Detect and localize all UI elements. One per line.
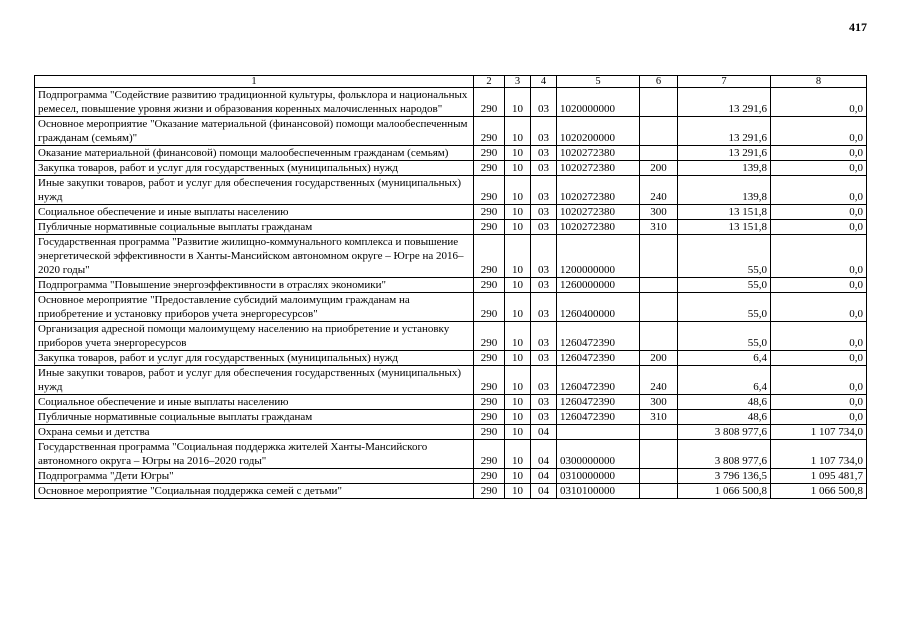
table-row [35, 146, 867, 161]
cell-chief-admin: 290 [474, 322, 505, 351]
cell-expense-type [640, 117, 678, 146]
cell-target-article: 1260472390 [557, 322, 640, 351]
table-row [35, 117, 867, 146]
table-row [35, 88, 867, 117]
cell-section: 10 [505, 176, 531, 205]
cell-target-article: 1020000000 [557, 88, 640, 117]
cell-subsection: 03 [531, 410, 557, 425]
cell-chief-admin: 290 [474, 425, 505, 440]
cell-amount-2019: 0,0 [771, 176, 867, 205]
budget-table [34, 75, 867, 499]
cell-name: Государственная программа "Социальная поддержка жителей Ханты-Мансийского автономного округа – Югры на 2016–2020 годы" [35, 440, 474, 469]
cell-subsection: 03 [531, 235, 557, 278]
cell-expense-type: 300 [640, 205, 678, 220]
cell-chief-admin: 290 [474, 293, 505, 322]
cell-name: Иные закупки товаров, работ и услуг для обеспечения государственных (муниципальных) нужд [35, 176, 474, 205]
cell-section: 10 [505, 278, 531, 293]
cell-name: Охрана семьи и детства [35, 425, 474, 440]
cell-chief-admin: 290 [474, 395, 505, 410]
cell-amount-2018: 6,4 [678, 366, 771, 395]
table-row [35, 366, 867, 395]
table-row [35, 469, 867, 484]
cell-amount-2018: 55,0 [678, 278, 771, 293]
cell-expense-type: 310 [640, 220, 678, 235]
cell-amount-2018: 48,6 [678, 410, 771, 425]
cell-section: 10 [505, 161, 531, 176]
cell-amount-2019: 0,0 [771, 366, 867, 395]
cell-section: 10 [505, 484, 531, 499]
cell-name: Оказание материальной (финансовой) помощи малообеспеченным гражданам (семьям) [35, 146, 474, 161]
cell-chief-admin: 290 [474, 484, 505, 499]
cell-name: Закупка товаров, работ и услуг для государственных (муниципальных) нужд [35, 351, 474, 366]
cell-amount-2019: 0,0 [771, 146, 867, 161]
cell-chief-admin: 290 [474, 278, 505, 293]
cell-target-article: 0310000000 [557, 469, 640, 484]
table-header-row [35, 76, 867, 88]
cell-chief-admin: 290 [474, 410, 505, 425]
cell-expense-type [640, 293, 678, 322]
cell-chief-admin: 290 [474, 161, 505, 176]
cell-subsection: 03 [531, 278, 557, 293]
table-row [35, 205, 867, 220]
cell-chief-admin: 290 [474, 351, 505, 366]
cell-amount-2019: 0,0 [771, 220, 867, 235]
cell-subsection: 04 [531, 469, 557, 484]
cell-name: Подпрограмма "Дети Югры" [35, 469, 474, 484]
column-header: 3 [505, 76, 531, 88]
cell-amount-2018: 6,4 [678, 351, 771, 366]
cell-target-article: 1260472390 [557, 395, 640, 410]
cell-amount-2018: 1 066 500,8 [678, 484, 771, 499]
cell-name: Социальное обеспечение и иные выплаты населению [35, 395, 474, 410]
cell-expense-type [640, 425, 678, 440]
cell-subsection: 03 [531, 293, 557, 322]
cell-amount-2018: 139,8 [678, 176, 771, 205]
cell-name: Основное мероприятие "Предоставление субсидий малоимущим гражданам на приобретение и установку приборов учета энергоресурсов" [35, 293, 474, 322]
cell-name: Основное мероприятие "Социальная поддержка семей с детьми" [35, 484, 474, 499]
cell-target-article: 1020200000 [557, 117, 640, 146]
cell-chief-admin: 290 [474, 440, 505, 469]
cell-chief-admin: 290 [474, 469, 505, 484]
cell-target-article: 0310100000 [557, 484, 640, 499]
cell-subsection: 03 [531, 351, 557, 366]
cell-subsection: 03 [531, 88, 557, 117]
cell-section: 10 [505, 366, 531, 395]
table-row [35, 395, 867, 410]
cell-subsection: 03 [531, 322, 557, 351]
cell-section: 10 [505, 410, 531, 425]
cell-target-article: 1020272380 [557, 161, 640, 176]
cell-amount-2019: 0,0 [771, 278, 867, 293]
cell-section: 10 [505, 425, 531, 440]
column-header: 6 [640, 76, 678, 88]
cell-target-article: 1020272380 [557, 220, 640, 235]
cell-amount-2019: 0,0 [771, 410, 867, 425]
cell-chief-admin: 290 [474, 146, 505, 161]
cell-target-article: 1260472390 [557, 351, 640, 366]
cell-target-article: 0300000000 [557, 440, 640, 469]
cell-section: 10 [505, 395, 531, 410]
cell-name: Иные закупки товаров, работ и услуг для обеспечения государственных (муниципальных) нужд [35, 366, 474, 395]
cell-section: 10 [505, 351, 531, 366]
cell-expense-type [640, 88, 678, 117]
cell-target-article [557, 425, 640, 440]
cell-subsection: 03 [531, 161, 557, 176]
cell-amount-2019: 0,0 [771, 235, 867, 278]
cell-amount-2019: 0,0 [771, 117, 867, 146]
cell-section: 10 [505, 146, 531, 161]
cell-expense-type [640, 484, 678, 499]
cell-expense-type: 240 [640, 176, 678, 205]
cell-section: 10 [505, 220, 531, 235]
page-number: 417 [849, 20, 867, 34]
cell-amount-2018: 13 291,6 [678, 146, 771, 161]
table-row [35, 322, 867, 351]
cell-chief-admin: 290 [474, 176, 505, 205]
cell-amount-2018: 48,6 [678, 395, 771, 410]
cell-name: Основное мероприятие "Оказание материальной (финансовой) помощи малообеспеченным гражданам (семьям)" [35, 117, 474, 146]
cell-subsection: 04 [531, 484, 557, 499]
cell-amount-2018: 13 291,6 [678, 117, 771, 146]
cell-name: Социальное обеспечение и иные выплаты населению [35, 205, 474, 220]
table-body [35, 88, 867, 499]
cell-chief-admin: 290 [474, 117, 505, 146]
cell-name: Организация адресной помощи малоимущему населению на приобретение и установку приборов учета энергоресурсов [35, 322, 474, 351]
cell-target-article: 1260000000 [557, 278, 640, 293]
cell-expense-type: 310 [640, 410, 678, 425]
cell-section: 10 [505, 205, 531, 220]
cell-target-article: 1020272380 [557, 176, 640, 205]
table-row [35, 425, 867, 440]
column-header: 1 [35, 76, 474, 88]
cell-chief-admin: 290 [474, 88, 505, 117]
cell-amount-2018: 13 151,8 [678, 205, 771, 220]
cell-subsection: 03 [531, 176, 557, 205]
cell-chief-admin: 290 [474, 366, 505, 395]
cell-expense-type [640, 322, 678, 351]
cell-subsection: 03 [531, 366, 557, 395]
cell-expense-type [640, 440, 678, 469]
cell-amount-2019: 1 107 734,0 [771, 425, 867, 440]
table-row [35, 351, 867, 366]
cell-amount-2019: 1 066 500,8 [771, 484, 867, 499]
column-header: 2 [474, 76, 505, 88]
cell-subsection: 03 [531, 220, 557, 235]
column-header: 8 [771, 76, 867, 88]
cell-target-article: 1260472390 [557, 366, 640, 395]
table-row [35, 161, 867, 176]
table-row [35, 278, 867, 293]
cell-amount-2019: 0,0 [771, 205, 867, 220]
cell-expense-type [640, 278, 678, 293]
cell-name: Публичные нормативные социальные выплаты гражданам [35, 220, 474, 235]
cell-name: Подпрограмма "Содействие развитию традиционной культуры, фольклора и национальных ремесел, повышение уровня жизни и образования коренных малочисленных народов" [35, 88, 474, 117]
cell-amount-2019: 0,0 [771, 293, 867, 322]
cell-section: 10 [505, 117, 531, 146]
column-header: 5 [557, 76, 640, 88]
cell-subsection: 03 [531, 117, 557, 146]
cell-subsection: 03 [531, 146, 557, 161]
table-row [35, 220, 867, 235]
cell-amount-2018: 55,0 [678, 322, 771, 351]
cell-amount-2019: 0,0 [771, 395, 867, 410]
table-row [35, 293, 867, 322]
table-row [35, 484, 867, 499]
cell-section: 10 [505, 440, 531, 469]
cell-subsection: 03 [531, 205, 557, 220]
cell-subsection: 03 [531, 395, 557, 410]
cell-section: 10 [505, 235, 531, 278]
cell-name: Закупка товаров, работ и услуг для государственных (муниципальных) нужд [35, 161, 474, 176]
cell-amount-2018: 139,8 [678, 161, 771, 176]
table-row [35, 410, 867, 425]
table-row [35, 235, 867, 278]
cell-expense-type: 200 [640, 161, 678, 176]
cell-amount-2019: 1 107 734,0 [771, 440, 867, 469]
cell-amount-2019: 0,0 [771, 88, 867, 117]
cell-subsection: 04 [531, 440, 557, 469]
cell-chief-admin: 290 [474, 235, 505, 278]
cell-section: 10 [505, 322, 531, 351]
cell-amount-2019: 0,0 [771, 322, 867, 351]
cell-expense-type [640, 146, 678, 161]
cell-name: Государственная программа "Развитие жилищно-коммунального комплекса и повышение энергетической эффективности в Ханты-Мансийском автономном округе – Югре на 2016–2020 годы" [35, 235, 474, 278]
cell-amount-2018: 3 796 136,5 [678, 469, 771, 484]
cell-expense-type: 240 [640, 366, 678, 395]
cell-amount-2018: 13 151,8 [678, 220, 771, 235]
cell-expense-type [640, 469, 678, 484]
cell-target-article: 1260400000 [557, 293, 640, 322]
cell-target-article: 1020272380 [557, 146, 640, 161]
cell-amount-2018: 55,0 [678, 235, 771, 278]
cell-amount-2019: 0,0 [771, 161, 867, 176]
cell-amount-2018: 3 808 977,6 [678, 425, 771, 440]
cell-amount-2018: 13 291,6 [678, 88, 771, 117]
cell-amount-2019: 1 095 481,7 [771, 469, 867, 484]
column-header: 7 [678, 76, 771, 88]
cell-amount-2018: 55,0 [678, 293, 771, 322]
cell-section: 10 [505, 293, 531, 322]
cell-chief-admin: 290 [474, 220, 505, 235]
cell-amount-2019: 0,0 [771, 351, 867, 366]
cell-name: Подпрограмма "Повышение энергоэффективности в отраслях экономики" [35, 278, 474, 293]
cell-amount-2018: 3 808 977,6 [678, 440, 771, 469]
table-row [35, 440, 867, 469]
cell-target-article: 1260472390 [557, 410, 640, 425]
cell-section: 10 [505, 88, 531, 117]
cell-expense-type [640, 235, 678, 278]
cell-expense-type: 200 [640, 351, 678, 366]
cell-subsection: 04 [531, 425, 557, 440]
cell-target-article: 1200000000 [557, 235, 640, 278]
table-row [35, 176, 867, 205]
cell-chief-admin: 290 [474, 205, 505, 220]
cell-section: 10 [505, 469, 531, 484]
cell-target-article: 1020272380 [557, 205, 640, 220]
column-header: 4 [531, 76, 557, 88]
cell-expense-type: 300 [640, 395, 678, 410]
cell-name: Публичные нормативные социальные выплаты гражданам [35, 410, 474, 425]
